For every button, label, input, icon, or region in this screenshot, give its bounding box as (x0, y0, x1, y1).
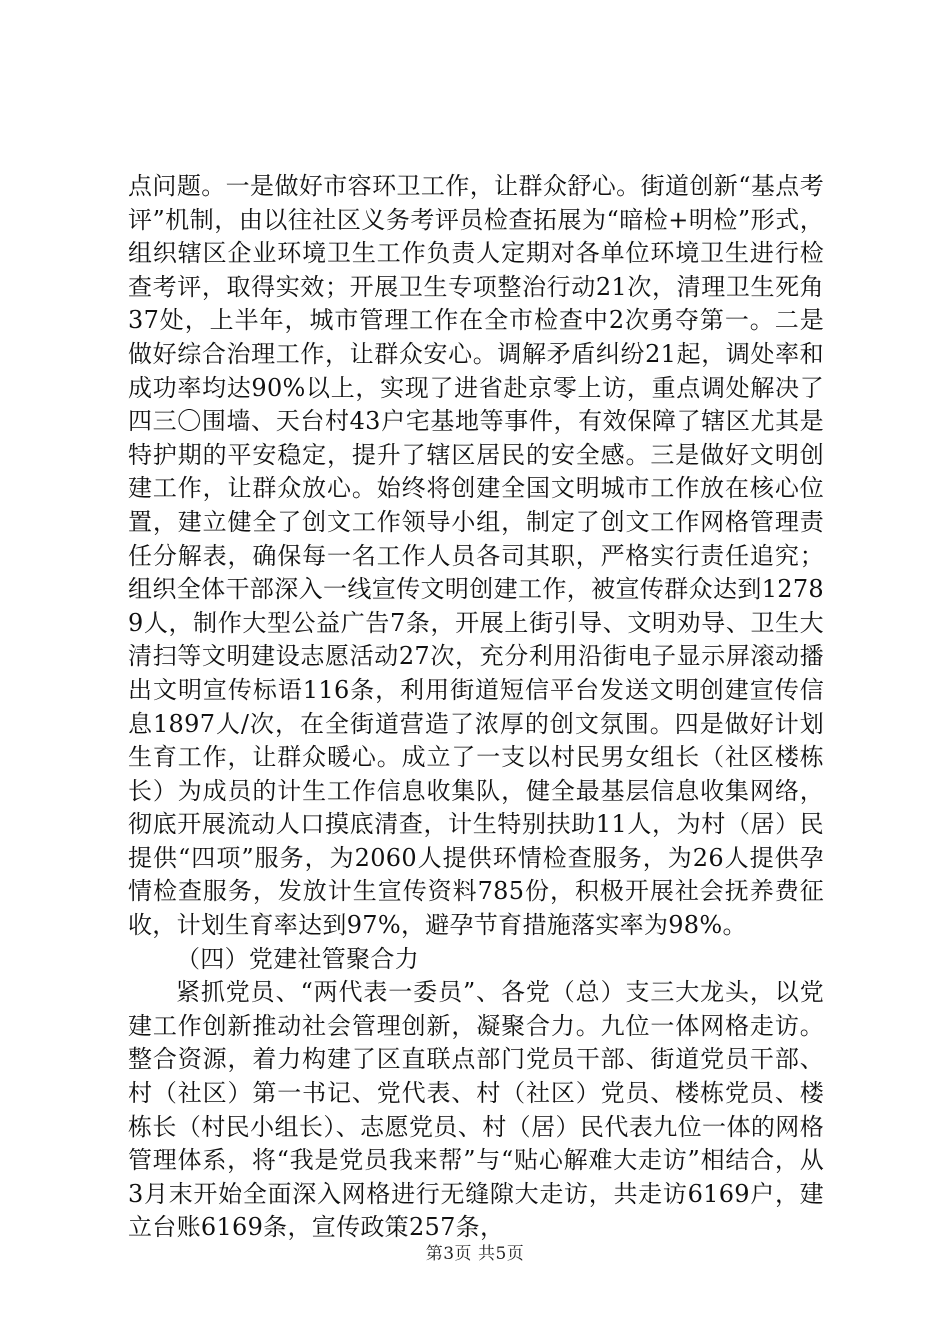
section-paragraph: 紧抓党员、“两代表一委员”、各党（总）支三大龙头，以党建工作创新推动社会管理创新，凝聚合力。九位一体网格走访。整合资源，着力构建了区直联点部门党员干部、街道党员干部、村（社区）第一书记、党代表、村（社区）党员、楼栋党员、楼栋长（村民小组长）、志愿党员、村（居）民代表九位一体的网格管理体系，将“我是党员我来帮”与“贴心解难大走访”相结合，从3月末开始全面深入网格进行无缝隙大走访，共走访6169户，建立台账6169条，宣传政策257条， (128, 978, 824, 1242)
document-body (128, 170, 824, 1245)
body-paragraph-continued: 点问题。一是做好市容环卫工作，让群众舒心。街道创新“基点考评”机制，由以往社区义务考评员检查拓展为“暗检+明检”形式，组织辖区企业环境卫生工作负责人定期对各单位环境卫生进行检查考评，取得实效；开展卫生专项整治行动21次，清理卫生死角37处，上半年，城市管理工作在全市检查中2次勇夺第一。二是做好综合治理工作，让群众安心。调解矛盾纠纷21起，调处率和成功率均达90%以上，实现了进省赴京零上访，重点调处解决了四三〇围墙、天台村43户宅基地等事件，有效保障了辖区尤其是特护期的平安稳定，提升了辖区居民的安全感。三是做好文明创建工作，让群众放心。始终将创建全国文明城市工作放在核心位置，建立健全了创文工作领导小组，制定了创文工作网格管理责任分解表，确保每一名工作人员各司其职，严格实行责任追究；组织全体干部深入一线宣传文明创建工作，被宣传群众达到12789人，制作大型公益广告7条，开展上街引导、文明劝导、卫生大清扫等文明建设志愿活动27次，充分利用沿街电子显示屏滚动播出文明宣传标语116条，利用街道短信平台发送文明创建宣传信息1897人/次，在全街道营造了浓厚的创文氛围。四是做好计划生育工作，让群众暖心。成立了一支以村民男女组长（社区楼栋长）为成员的计生工作信息收集队，健全最基层信息收集网络，彻底开展流动人口摸底清查，计生特别扶助11人，为村（居）民提供“四项”服务，为2060人提供环情检查服务，为26人提供孕情检查服务，发放计生宣传资料785份，积极开展社会抚养费征收，计划生育率达到97%，避孕节育措施落实率为98%。 (128, 172, 824, 940)
section-heading: （四）党建社管聚合力 (176, 944, 419, 973)
page-footer: 第3页 共5页 (425, 1244, 525, 1264)
